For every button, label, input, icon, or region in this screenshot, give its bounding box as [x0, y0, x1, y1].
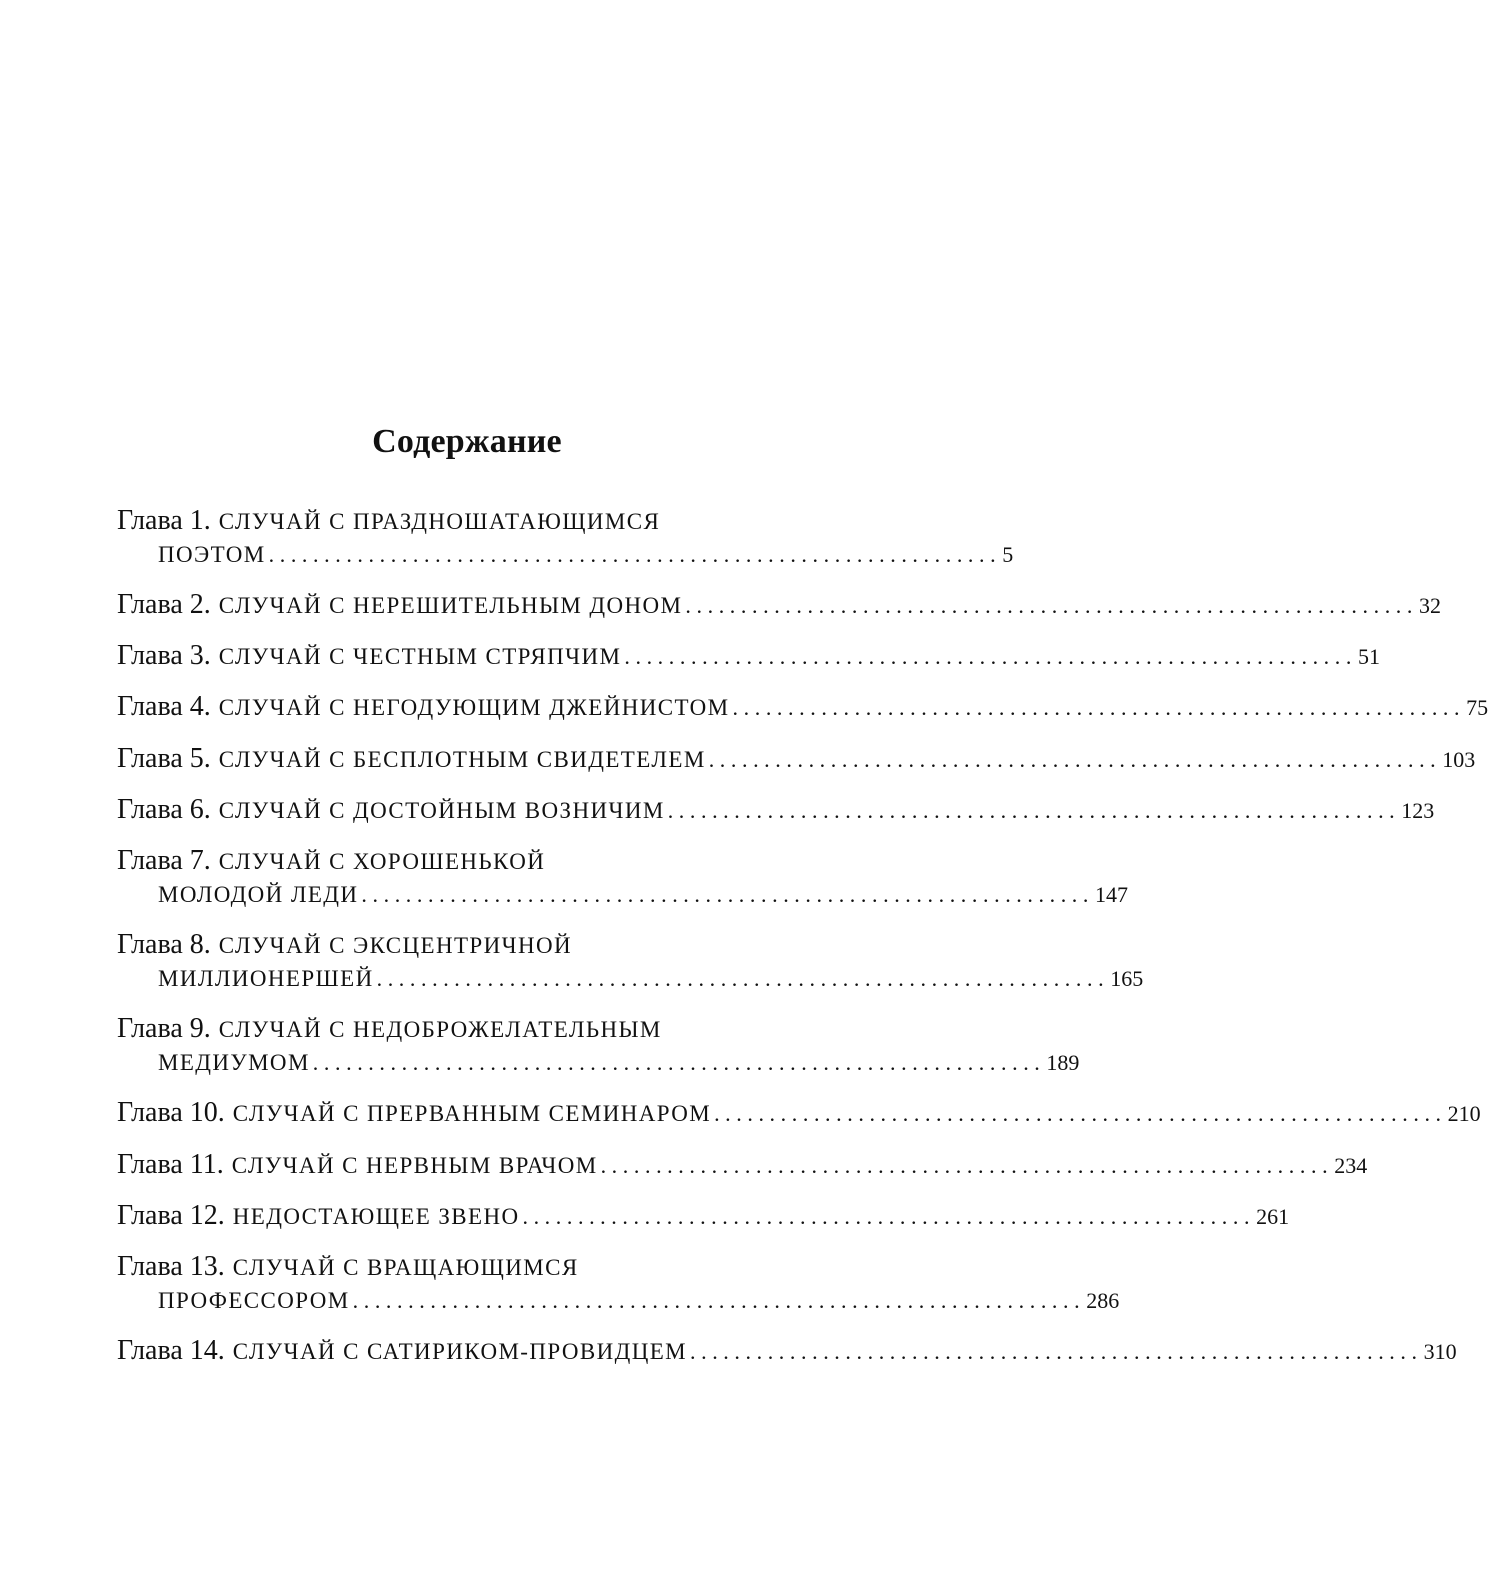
chapter-label: Глава 5.: [117, 743, 211, 774]
chapter-title: СЛУЧАЙ С САТИРИКОМ-ПРОВИДЦЕМ: [232, 1339, 687, 1364]
dot-leader: ..................................................................: [690, 1339, 1423, 1364]
dot-leader: ..................................................................: [732, 695, 1466, 720]
dot-leader: ..................................................................: [708, 747, 1442, 772]
chapter-title-continued: МИЛЛИОНЕРШЕЙ: [158, 966, 374, 991]
chapter-label: Глава 8.: [117, 929, 211, 960]
chapter-title: СЛУЧАЙ С НЕРВНЫМ ВРАЧОМ: [231, 1153, 598, 1178]
page-number: 286: [1086, 1288, 1120, 1313]
toc-entry-9[interactable]: [117, 1012, 1080, 1080]
chapter-label: Глава 13.: [117, 1251, 225, 1282]
dot-leader: ..................................................................: [714, 1101, 1447, 1126]
chapter-title: НЕДОСТАЮЩЕЕ ЗВЕНО: [232, 1204, 520, 1229]
toc-entry-8[interactable]: [117, 928, 1144, 996]
chapter-label: Глава 1.: [117, 505, 211, 536]
chapter-title: СЛУЧАЙ С ХОРОШЕНЬКОЙ: [218, 849, 546, 874]
dot-leader: ..................................................................: [312, 1050, 1046, 1075]
chapter-title: СЛУЧАЙ С ЧЕСТНЫМ СТРЯПЧИМ: [218, 644, 622, 669]
chapter-label: Глава 11.: [117, 1149, 224, 1180]
chapter-label: Глава 6.: [117, 794, 211, 825]
chapter-label: Глава 2.: [117, 589, 211, 620]
page-number: 5: [1002, 542, 1014, 567]
chapter-label: Глава 3.: [117, 640, 211, 671]
chapter-title: СЛУЧАЙ С ПРЕРВАННЫМ СЕМИНАРОМ: [232, 1101, 712, 1126]
chapter-label: Глава 4.: [117, 691, 211, 722]
page-number: 103: [1442, 747, 1476, 772]
chapter-title-continued: ПРОФЕССОРОМ: [158, 1288, 350, 1313]
page-number: 51: [1357, 644, 1380, 669]
page-number: 310: [1423, 1339, 1457, 1364]
page-number: 75: [1466, 695, 1488, 720]
chapter-title: СЛУЧАЙ С НЕДОБРОЖЕЛАТЕЛЬНЫМ: [218, 1017, 662, 1042]
dot-leader: ..................................................................: [522, 1204, 1256, 1229]
page-number: 147: [1095, 882, 1128, 907]
toc-entry-6[interactable]: [117, 793, 1435, 827]
chapter-title: СЛУЧАЙ С ВРАЩАЮЩИМСЯ: [232, 1255, 579, 1280]
toc-entry-2[interactable]: [117, 588, 1441, 622]
dot-leader: ..................................................................: [667, 798, 1401, 823]
toc-entry-10[interactable]: [117, 1096, 1481, 1130]
chapter-title-continued: МЕДИУМОМ: [158, 1050, 310, 1075]
toc-entry-13[interactable]: [117, 1250, 1120, 1318]
toc-entry-1[interactable]: [117, 504, 1014, 572]
chapter-title: СЛУЧАЙ С НЕГОДУЮЩИМ ДЖЕЙНИСТОМ: [218, 695, 730, 720]
page-title: Содержание: [372, 423, 562, 460]
chapter-title: СЛУЧАЙ С ДОСТОЙНЫМ ВОЗНИЧИМ: [218, 798, 665, 823]
toc-entry-7[interactable]: [117, 844, 1128, 912]
toc-entry-3[interactable]: [117, 639, 1380, 673]
chapter-label: Глава 10.: [117, 1097, 225, 1128]
dot-leader: ..................................................................: [376, 966, 1110, 991]
dot-leader: ..................................................................: [600, 1153, 1334, 1178]
chapter-label: Глава 9.: [117, 1013, 211, 1044]
toc-entry-5[interactable]: [117, 742, 1476, 776]
chapter-title-continued: ПОЭТОМ: [158, 542, 266, 567]
page-number: 189: [1046, 1050, 1080, 1075]
chapter-label: Глава 7.: [117, 845, 211, 876]
page-number: 210: [1447, 1101, 1481, 1126]
page-number: 165: [1110, 966, 1144, 991]
chapter-title: СЛУЧАЙ С ЭКСЦЕНТРИЧНОЙ: [218, 933, 573, 958]
page-number: 123: [1401, 798, 1435, 823]
dot-leader: ..................................................................: [685, 593, 1418, 618]
chapter-label: Глава 12.: [117, 1200, 225, 1231]
toc-entry-11[interactable]: [117, 1148, 1368, 1182]
toc-entry-12[interactable]: [117, 1199, 1290, 1233]
dot-leader: ..................................................................: [352, 1288, 1086, 1313]
chapter-title-continued: МОЛОДОЙ ЛЕДИ: [158, 882, 359, 907]
dot-leader: ..................................................................: [624, 644, 1357, 669]
chapter-label: Глава 14.: [117, 1335, 225, 1366]
chapter-title: СЛУЧАЙ С БЕСПЛОТНЫМ СВИДЕТЕЛЕМ: [218, 747, 706, 772]
chapter-title: СЛУЧАЙ С ПРАЗДНОШАТАЮЩИМСЯ: [218, 509, 661, 534]
dot-leader: ..................................................................: [361, 882, 1094, 907]
dot-leader: ..................................................................: [268, 542, 1002, 567]
page-number: 261: [1256, 1204, 1290, 1229]
page-number: 234: [1334, 1153, 1368, 1178]
page-number: 32: [1419, 593, 1441, 618]
toc-entry-14[interactable]: [117, 1334, 1457, 1368]
toc-entry-4[interactable]: [117, 690, 1488, 724]
chapter-title: СЛУЧАЙ С НЕРЕШИТЕЛЬНЫМ ДОНОМ: [218, 593, 683, 618]
